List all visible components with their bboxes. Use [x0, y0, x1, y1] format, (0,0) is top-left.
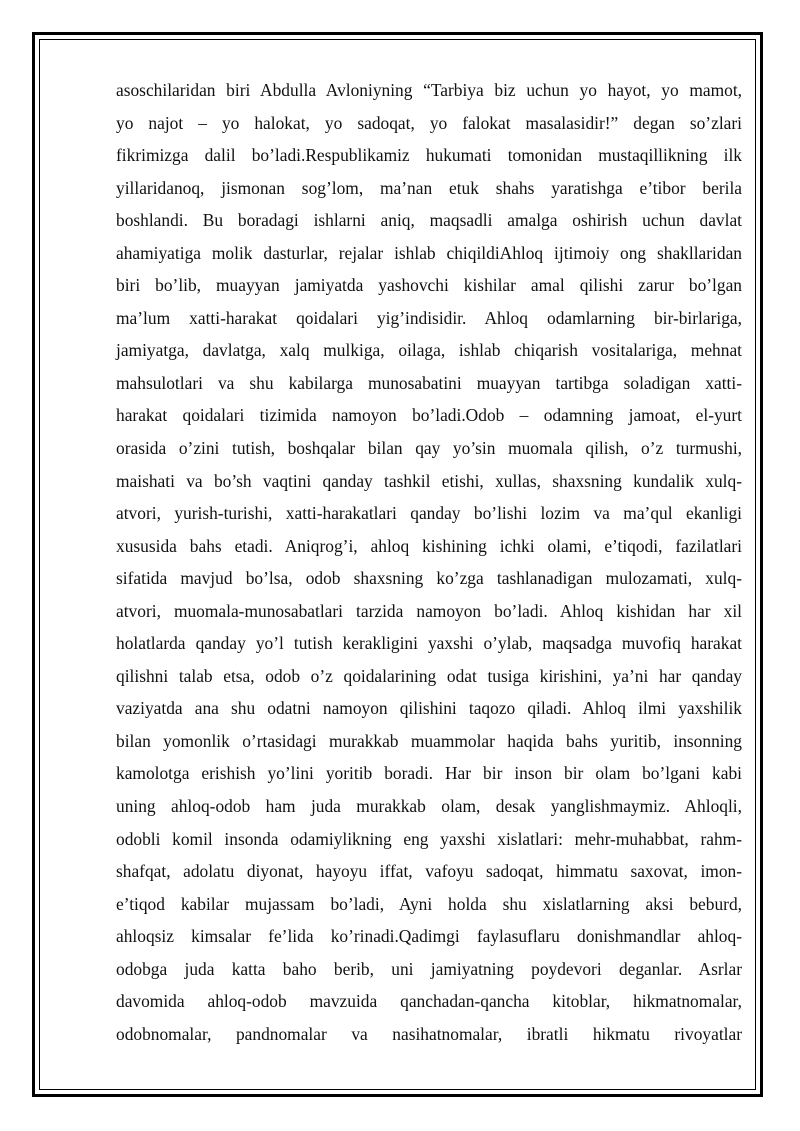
text-line: ma’lum xatti-harakat qoidalari yig’indisidir. Ahloq odamlarning bir-birlariga, [116, 307, 742, 328]
text-line: vaziyatda ana shu odatni namoyon qilishini taqozo qiladi. Ahloq ilmi yaxshilik [116, 698, 742, 719]
text-line: odobnomalar, pandnomalar va nasihatnomalar, ibratli hikmatu rivoyatlar [116, 1023, 742, 1044]
text-line: fikrimizga dalil bo’ladi.Respublikamiz hukumati tomonidan mustaqillikning ilk [116, 145, 742, 166]
text-line: davomida ahloq-odob mavzuida qanchadan-qancha kitoblar, hikmatnomalar, [116, 991, 742, 1012]
text-line: boshlandi. Bu boradagi ishlarni aniq, maqsadli amalga oshirish uchun davlat [116, 210, 742, 231]
text-line: ahamiyatiga molik dasturlar, rejalar ishlab chiqildiAhloq ijtimoiy ong shakllaridan [116, 242, 742, 263]
text-line: orasida o’zini tutish, boshqalar bilan qay yo’sin muomala qilish, o’z turmushi, [116, 438, 742, 459]
body-text [116, 74, 742, 1050]
text-line: atvori, muomala-munosabatlari tarzida namoyon bo’ladi. Ahloq kishidan har xil [116, 600, 742, 621]
text-line: maishati va bo’sh vaqtini qanday tashkil etishi, xullas, shaxsning kundalik xulq- [116, 470, 742, 491]
text-line: harakat qoidalari tizimida namoyon bo’ladi.Odob – odamning jamoat, el-yurt [116, 405, 742, 426]
text-line: kamolotga erishish yo’lini yoritib boradi. Har bir inson bir olam bo’lgani kabi [116, 763, 742, 784]
text-line: odobga juda katta baho berib, uni jamiyatning poydevori deganlar. Asrlar [116, 958, 742, 979]
text-line: yo najot – yo halokat, yo sadoqat, yo falokat masalasidir!” degan so’zlari [116, 112, 742, 133]
text-line: xususida bahs etadi. Aniqrog’i, ahloq kishining ichki olami, e’tiqodi, fazilatlari [116, 535, 742, 556]
text-line: jamiyatga, davlatga, xalq mulkiga, oilaga, ishlab chiqarish vositalariga, mehnat [116, 340, 742, 361]
text-line: shafqat, adolatu diyonat, hayoyu iffat, vafoyu sadoqat, himmatu saxovat, imon- [116, 861, 742, 882]
text-line: mahsulotlari va shu kabilarga munosabatini muayyan tartibga soladigan xatti- [116, 372, 742, 393]
text-line: atvori, yurish-turishi, xatti-harakatlari qanday bo’lishi lozim va ma’qul ekanligi [116, 503, 742, 524]
text-line: biri bo’lib, muayyan jamiyatda yashovchi kishilar amal qilishi zarur bo’lgan [116, 275, 742, 296]
text-line: e’tiqod kabilar mujassam bo’ladi, Ayni holda shu xislatlarning aksi beburd, [116, 893, 742, 914]
text-line: qilishni talab etsa, odob o’z qoidalarining odat tusiga kirishini, ya’ni har qanday [116, 665, 742, 686]
text-line: ahloqsiz kimsalar fe’lida ko’rinadi.Qadimgi faylasuflaru donishmandlar ahloq- [116, 926, 742, 947]
text-line: holatlarda qanday yo’l tutish kerakligini yaxshi o’ylab, maqsadga muvofiq harakat [116, 633, 742, 654]
text-line: asoschilaridan biri Abdulla Avloniyning “Tarbiya biz uchun yo hayot, yo mamot, [116, 80, 742, 100]
text-line: yillaridanoq, jismonan sog’lom, ma’nan etuk shahs yaratishga e’tibor berila [116, 177, 742, 198]
text-line: sifatida mavjud bo’lsa, odob shaxsning ko’zga tashlanadigan mulozamati, xulq- [116, 568, 742, 589]
text-line: uning ahloq-odob ham juda murakkab olam, desak yanglishmaymiz. Ahloqli, [116, 796, 742, 817]
text-line: bilan yomonlik o’rtasidagi murakkab muammolar haqida bahs yuritib, insonning [116, 730, 742, 751]
text-line: odobli komil insonda odamiylikning eng yaxshi xislatlari: mehr-muhabbat, rahm- [116, 828, 742, 849]
